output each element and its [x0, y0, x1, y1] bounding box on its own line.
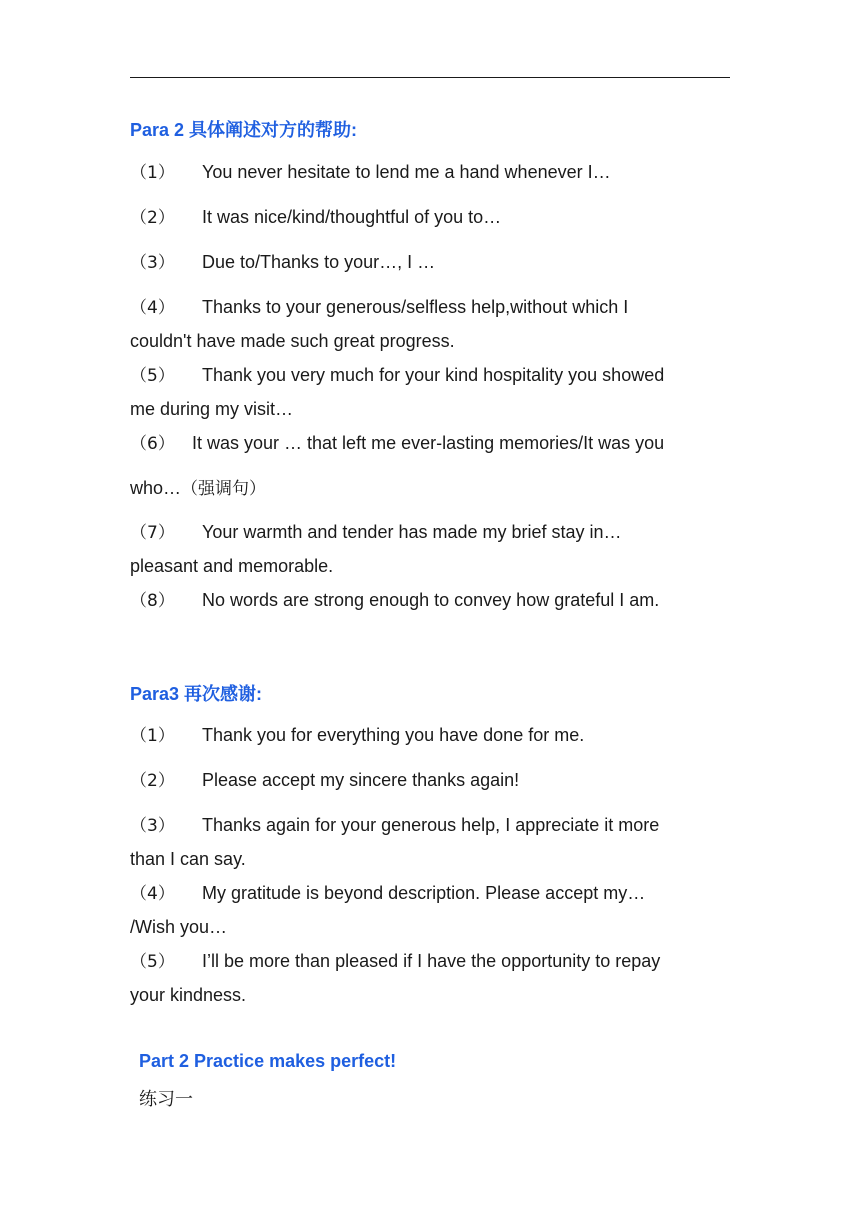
- list-item-continuation: [130, 471, 730, 506]
- list-item-continuation: your kindness.: [130, 985, 247, 1005]
- list-item-continuation: than I can say.: [130, 849, 246, 869]
- item-number: （6）: [130, 434, 175, 454]
- list-item: [130, 358, 730, 393]
- item-text: Thank you very much for your kind hospitality you showed: [202, 365, 665, 385]
- item-number: （1）: [130, 726, 175, 746]
- item-number: （7）: [130, 523, 175, 543]
- item-text: Please accept my sincere thanks again!: [202, 770, 520, 790]
- item-number: （2）: [130, 771, 175, 791]
- item-number: （8）: [130, 591, 175, 611]
- item-text: who…: [130, 478, 182, 498]
- item-number: （2）: [130, 208, 175, 228]
- para2-heading: Para 2 具体阐述对方的帮助:: [130, 120, 358, 140]
- para3-heading: Para3 再次感谢:: [130, 684, 263, 704]
- item-text: Thanks again for your generous help, I appreciate it more: [202, 815, 660, 835]
- item-number: （5）: [130, 366, 175, 386]
- list-item: [130, 515, 730, 550]
- item-text: It was your … that left me ever-lasting memories/It was you: [192, 433, 665, 453]
- item-number: （4）: [130, 298, 175, 318]
- item-text: No words are strong enough to convey how grateful I am.: [202, 590, 660, 610]
- item-number: （4）: [130, 884, 175, 904]
- item-number: （5）: [130, 952, 175, 972]
- list-item: [130, 944, 730, 979]
- list-item: [130, 876, 730, 911]
- part2-heading: Part 2 Practice makes perfect!: [139, 1051, 397, 1071]
- item-number: （3）: [130, 816, 175, 836]
- list-item: [130, 290, 730, 325]
- exercise-label: 练习一: [139, 1089, 193, 1110]
- item-text: It was nice/kind/thoughtful of you to…: [202, 207, 502, 227]
- item-text: Your warmth and tender has made my brief stay in…: [202, 522, 622, 542]
- list-item: [130, 718, 730, 753]
- list-item: [130, 426, 730, 461]
- list-item: [130, 763, 730, 798]
- item-number: （1）: [130, 163, 175, 183]
- list-item: [130, 155, 730, 190]
- list-item: [130, 245, 730, 280]
- list-item: [130, 583, 730, 618]
- list-item-continuation: /Wish you…: [130, 917, 228, 937]
- item-text: You never hesitate to lend me a hand whenever I…: [202, 162, 611, 182]
- item-text: I’ll be more than pleased if I have the opportunity to repay: [202, 951, 661, 971]
- list-item-continuation: me during my visit…: [130, 399, 294, 419]
- list-item-continuation: pleasant and memorable.: [130, 556, 334, 576]
- item-number: （3）: [130, 253, 175, 273]
- item-note: （强调句）: [181, 479, 267, 499]
- header-rule: [130, 77, 730, 78]
- list-item-continuation: couldn't have made such great progress.: [130, 331, 455, 351]
- item-text: Thank you for everything you have done for me.: [202, 725, 585, 745]
- item-text: Thanks to your generous/selfless help,without which I: [202, 297, 629, 317]
- item-text: My gratitude is beyond description. Please accept my…: [202, 883, 646, 903]
- item-text: Due to/Thanks to your…, I …: [202, 252, 436, 272]
- list-item: [130, 808, 730, 843]
- list-item: [130, 200, 730, 235]
